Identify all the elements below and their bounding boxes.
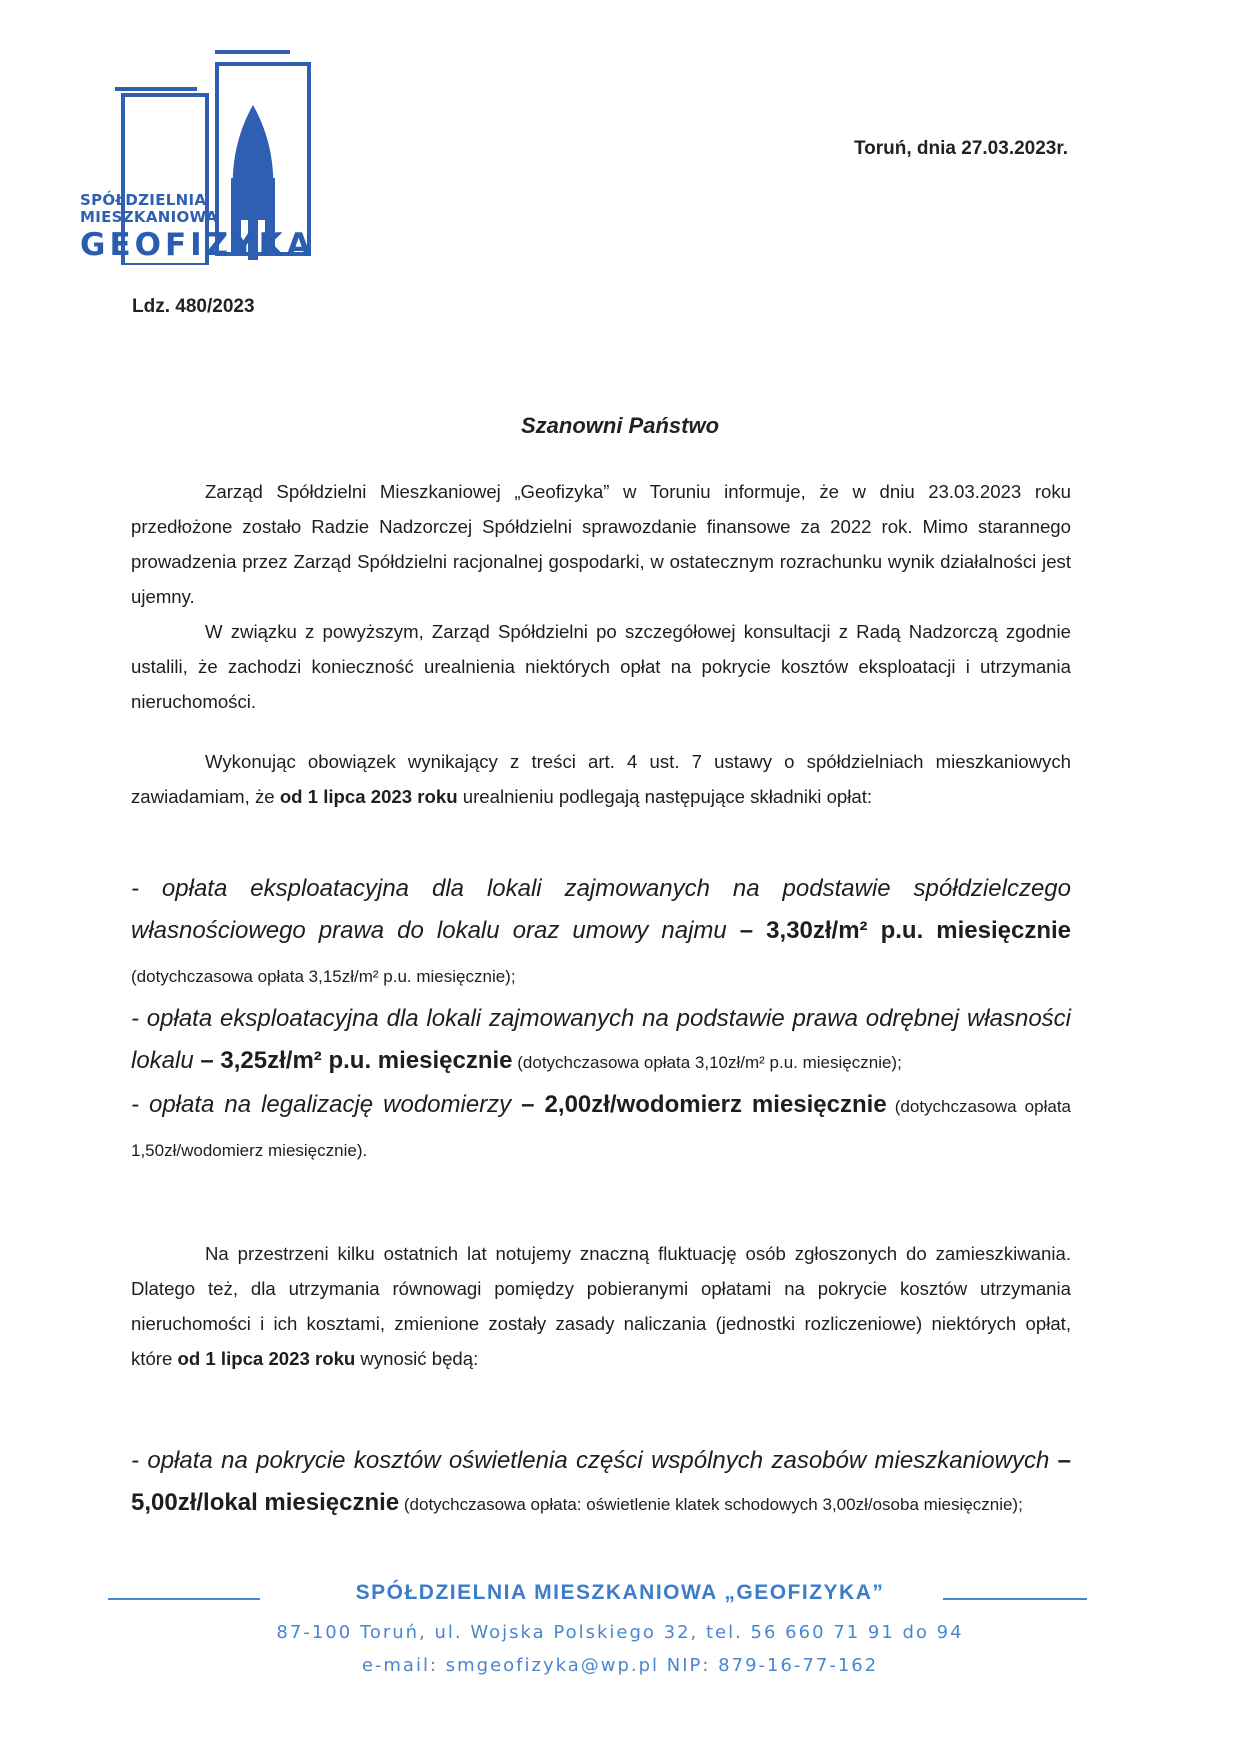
logo-line1: SPÓŁDZIELNIA	[80, 191, 207, 209]
fee-item: - opłata na pokrycie kosztów oświetlenia części wspólnych zasobów mieszkaniowych – 5,00zł/lokal miesięcznie (dotychczasowa opłata: oświetlenie klatek schodowych 3,00zł/osoba miesięcznie);	[131, 1447, 1072, 1516]
notice-section	[131, 744, 1071, 814]
reference-number: Ldz. 480/2023	[132, 296, 255, 317]
logo-name: GEOFIZYKA	[80, 227, 315, 263]
footer-address: 87-100 Toruń, ul. Wojska Polskiego 32, tel. 56 660 71 91 do 94	[276, 1622, 964, 1643]
fee-item: - opłata na legalizację wodomierzy – 2,00zł/wodomierz miesięcznie (dotychczasowa opłata 1,50zł/wodomierz miesięcznie).	[131, 1091, 1072, 1160]
paragraph-4: Na przestrzeni kilku ostatnich lat notujemy znaczną fluktuację osób zgłoszonych do zamieszkiwania. Dlatego też, dla utrzymania równowagi pomiędzy pobieranymi opłatami na pokrycie kosztów utrzymania nieruchomości i ich kosztami, zmienione zostały zasady naliczania (jednostki rozliczeniowe) niektórych opłat, które od 1 lipca 2023 roku wynosić będą:	[131, 1243, 1071, 1369]
salutation: Szanowni Państwo	[520, 413, 720, 438]
paragraph-3: Wykonując obowiązek wynikający z treści art. 4 ust. 7 ustawy o spółdzielniach mieszkaniowych zawiadamiam, że od 1 lipca 2023 roku urealnieniu podlegają następujące składniki opłat:	[131, 751, 1071, 807]
footer-title: SPÓŁDZIELNIA MIESZKANIOWA „GEOFIZYKA”	[355, 1581, 885, 1604]
fees-list-2	[131, 1440, 1071, 1526]
intro-section	[131, 474, 1071, 719]
footer-contact: e-mail: smgeofizyka@wp.pl NIP: 879-16-77-162	[361, 1655, 879, 1676]
logo-line2: MIESZKANIOWA	[80, 208, 218, 226]
fee-item: - opłata eksploatacyjna dla lokali zajmowanych na podstawie spółdzielczego własnościowego prawa do lokalu oraz umowy najmu – 3,30zł/m² p.u. miesięcznie (dotychczasowa opłata 3,15zł/m² p.u. miesięcznie);	[131, 875, 1071, 986]
place-date: Toruń, dnia 27.03.2023r.	[853, 138, 1068, 159]
paragraph-2: W związku z powyższym, Zarząd Spółdzielni po szczegółowej konsultacji z Radą Nadzorczą zgodnie ustalili, że zachodzi konieczność urealnienia niektórych opłat na pokrycie kosztów eksploatacji i utrzymania nieruchomości.	[131, 621, 1071, 712]
fees-list	[131, 868, 1071, 1172]
paragraph-1: Zarząd Spółdzielni Mieszkaniowej „Geofizyka” w Toruniu informuje, że w dniu 23.03.2023 roku przedłożone zostało Radzie Nadzorczej Spółdzielni sprawozdanie finansowe za 2022 rok. Mimo starannego prowadzenia przez Zarząd Spółdzielni racjonalnej gospodarki, w ostatecznym rozrachunku wynik działalności jest ujemny.	[131, 481, 1071, 607]
fee-item: - opłata eksploatacyjna dla lokali zajmowanych na podstawie prawa odrębnej własności lokalu – 3,25zł/m² p.u. miesięcznie (dotychczasowa opłata 3,10zł/m² p.u. miesięcznie);	[131, 1005, 1071, 1074]
rules-section	[131, 1236, 1071, 1376]
